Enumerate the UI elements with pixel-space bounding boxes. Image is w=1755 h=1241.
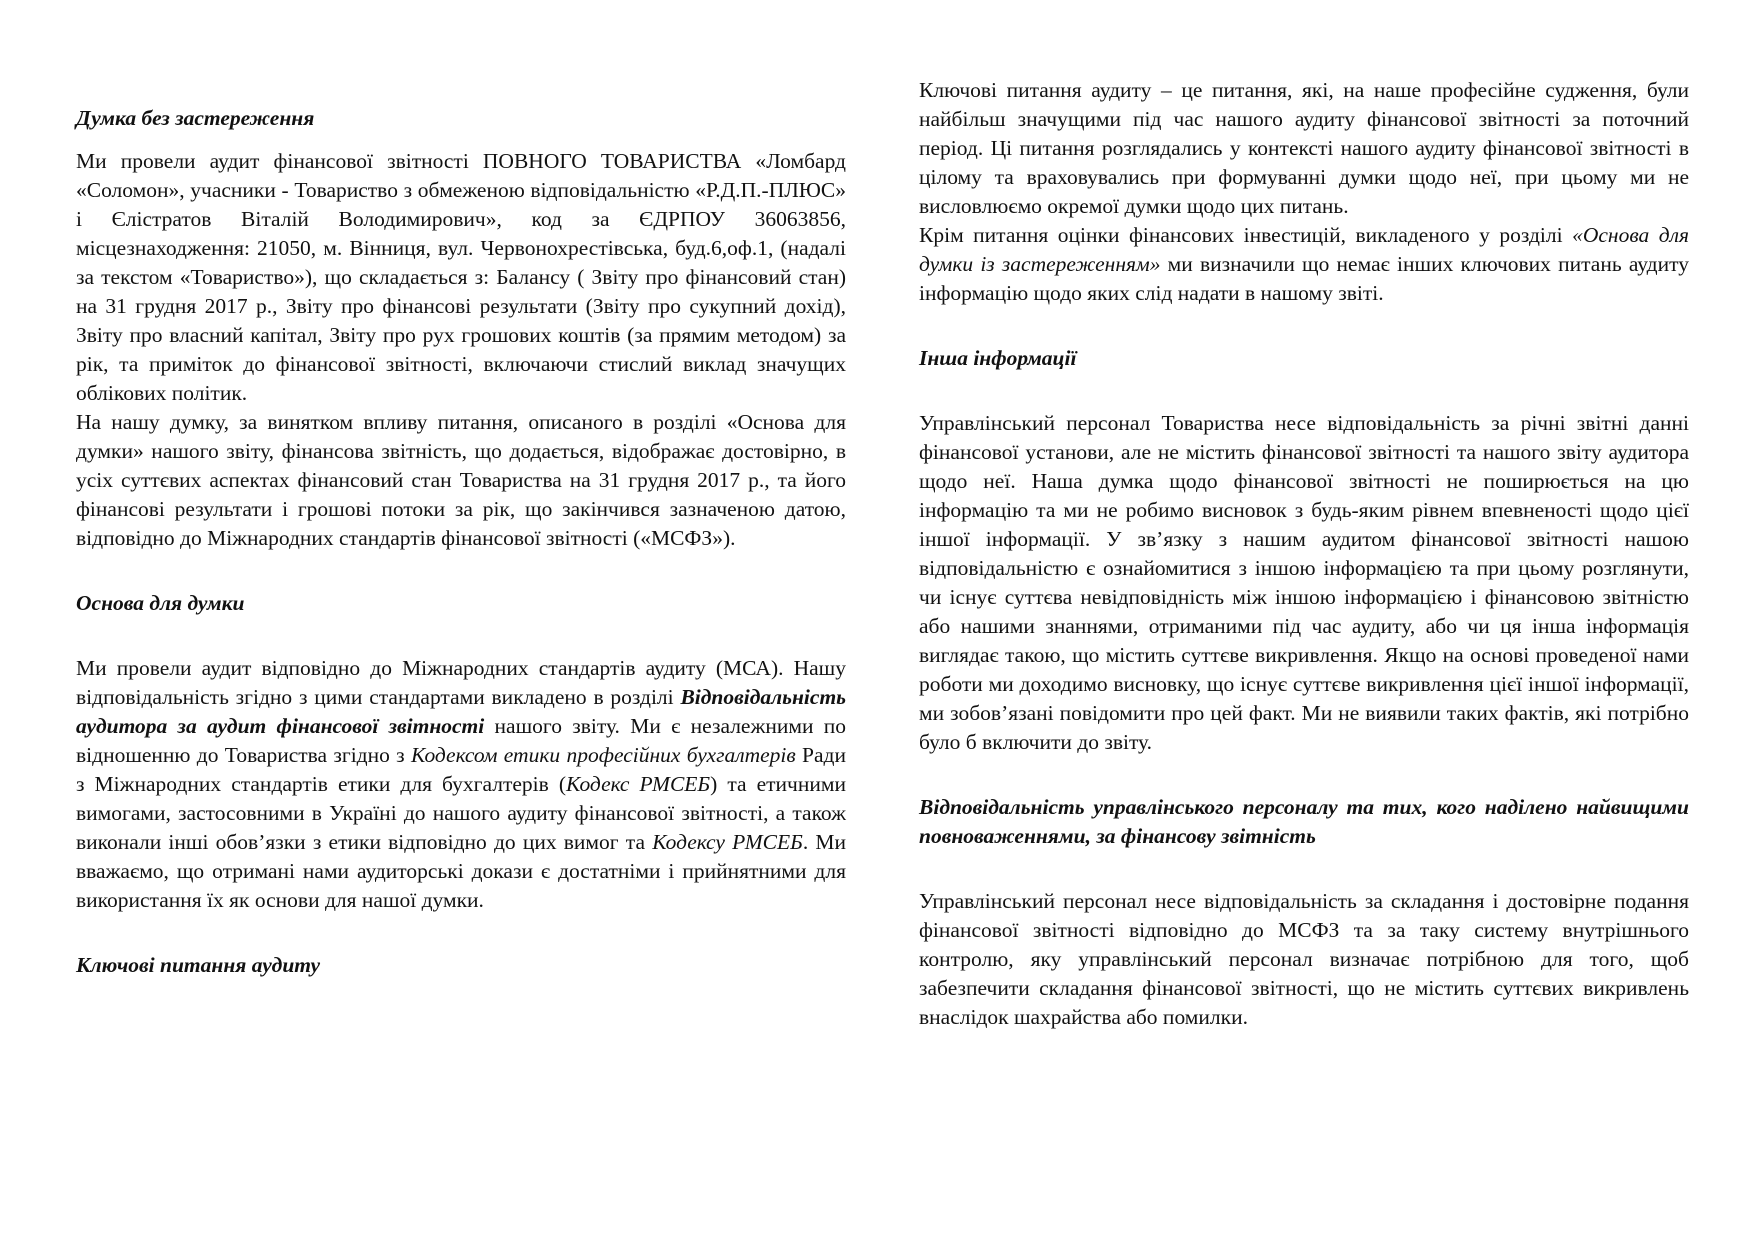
text-run-italic: Кодексом етики професійних бухгалтерів	[410, 743, 796, 767]
left-column	[76, 104, 846, 980]
text-run-italic: Кодексу РМСЕБ	[652, 830, 803, 854]
paragraph-key-matters: Ключові питання аудиту – це питання, які, на наше професійне судження, були найбільш значущими під час нашого аудиту фінансової звітності за поточний період. Ці питання розглядались у контексті нашого аудиту фінансової звітності в цілому та враховувались при формуванні думки щодо неї, при цьому ми не висловлюємо окремої думки щодо цих питань.	[919, 78, 1689, 218]
text-run: ми визначили що немає інших ключових питань аудиту інформацію щодо яких слід надати в нашому звіті.	[919, 252, 1689, 305]
paragraph-management-responsibility: Управлінський персонал несе відповідальність за складання і достовірне подання фінансової звітності відповідно до МСФЗ та за таку систему внутрішнього контролю, яку управлінський персонал визначає потрібною для того, щоб забезпечити складання фінансової звітності, що не містить суттєвих викривлень внаслідок шахрайства або помилки.	[919, 889, 1689, 1029]
heading-basis: Основа для думки	[76, 591, 245, 615]
paragraph-other-information: Управлінський персонал Товариства несе відповідальність за річні звітні данні фінансової установи, але не містить фінансової звітності та нашого звіту аудитора щодо неї. Наша думка щодо фінансової звітності не поширюється на цю інформацію та ми не робимо висновок з будь-яким рівнем впевненості щодо цієї іншої інформації. У зв’язку з нашим аудитом фінансової звітності нашою відповідальністю є ознайомитися з іншою інформацією та при цьому розглянути, чи існує суттєва невідповідність між іншою інформацією і фінансовою звітністю або нашими знаннями, отриманими під час аудиту, або чи ця інша інформація виглядає такою, що містить суттєве викривлення. Якщо на основі проведеної нами роботи ми доходимо висновку, що існує суттєве викривлення цієї іншої інформації, ми зобов’язані повідомити про цей факт. Ми не виявили таких фактів, які потрібно було б включити до звіту.	[919, 411, 1689, 754]
text-run: Ми провели аудит відповідно до Міжнародних стандартів аудиту (МСА). Нашу відповідальність згідно з цими стандартами викладено в розділі	[76, 656, 846, 709]
right-column	[919, 76, 1689, 1032]
text-run-italic: «Основа для думки із застереженням»	[919, 223, 1689, 276]
text-run-italic: Кодекс РМСЕБ	[566, 772, 711, 796]
heading-key-audit-matters: Ключові питання аудиту	[76, 953, 321, 977]
paragraph-key-matters-2	[919, 221, 1689, 308]
paragraph-opinion-intro: Ми провели аудит фінансової звітності ПОВНОГО ТОВАРИСТВА «Ломбард «Соломон», учасники - Товариство з обмеженою відповідальністю «Р.Д.П.-ПЛЮС» і Єлістратов Віталій Володимирович», код за ЄДРПОУ 36063856, місцезнаходження: 21050, м. Вінниця, вул. Червонохрестівська, буд.6,оф.1, (надалі за текстом «Товариство»), що складається з: Балансу ( Звіту про фінансовий стан) на 31 грудня 2017 р., Звіту про фінансові результати (Звіту про сукупний дохід), Звіту про власний капітал, Звіту про рух грошових коштів (за прямим методом) за рік, та приміток до фінансової звітності, включаючи стислий виклад значущих облікових політик.	[76, 149, 846, 405]
text-run: ) та етичними вимогами, застосовними в Україні до нашого аудиту фінансової звітності, а також виконали інші обов’язки з етики відповідно до цих вимог та	[76, 772, 846, 854]
text-run-bold-italic: Відповідальність аудитора за аудит фінансової звітності	[76, 685, 846, 738]
text-run: Крім питання оцінки фінансових інвестицій, викладеного у розділі	[919, 223, 1573, 247]
heading-management-responsibility: Відповідальність управлінського персоналу та тих, кого наділено найвищими повноваженнями, за фінансову звітність	[919, 795, 1689, 848]
text-run: . Ми вважаємо, що отримані нами аудиторські докази є достатніми і прийнятними для використання їх як основи для нашої думки.	[76, 830, 847, 912]
paragraph-basis	[76, 654, 846, 915]
heading-opinion: Думка без застереження	[76, 106, 315, 130]
paragraph-opinion: На нашу думку, за винятком впливу питання, описаного в розділі «Основа для думки» нашого звіту, фінансова звітність, що додається, відображає достовірно, в усіх суттєвих аспектах фінансовий стан Товариства на 31 грудня 2017 р., та його фінансові результати і грошові потоки за рік, що закінчився зазначеною датою, відповідно до Міжнародних стандартів фінансової звітності («МСФЗ»).	[76, 410, 846, 550]
heading-other-information: Інша інформації	[919, 346, 1077, 370]
text-run: Ради з Міжнародних стандартів етики для бухгалтерів (	[76, 743, 846, 796]
text-run: нашого звіту. Ми є незалежними по відношенню до Товариства згідно з	[76, 714, 846, 767]
